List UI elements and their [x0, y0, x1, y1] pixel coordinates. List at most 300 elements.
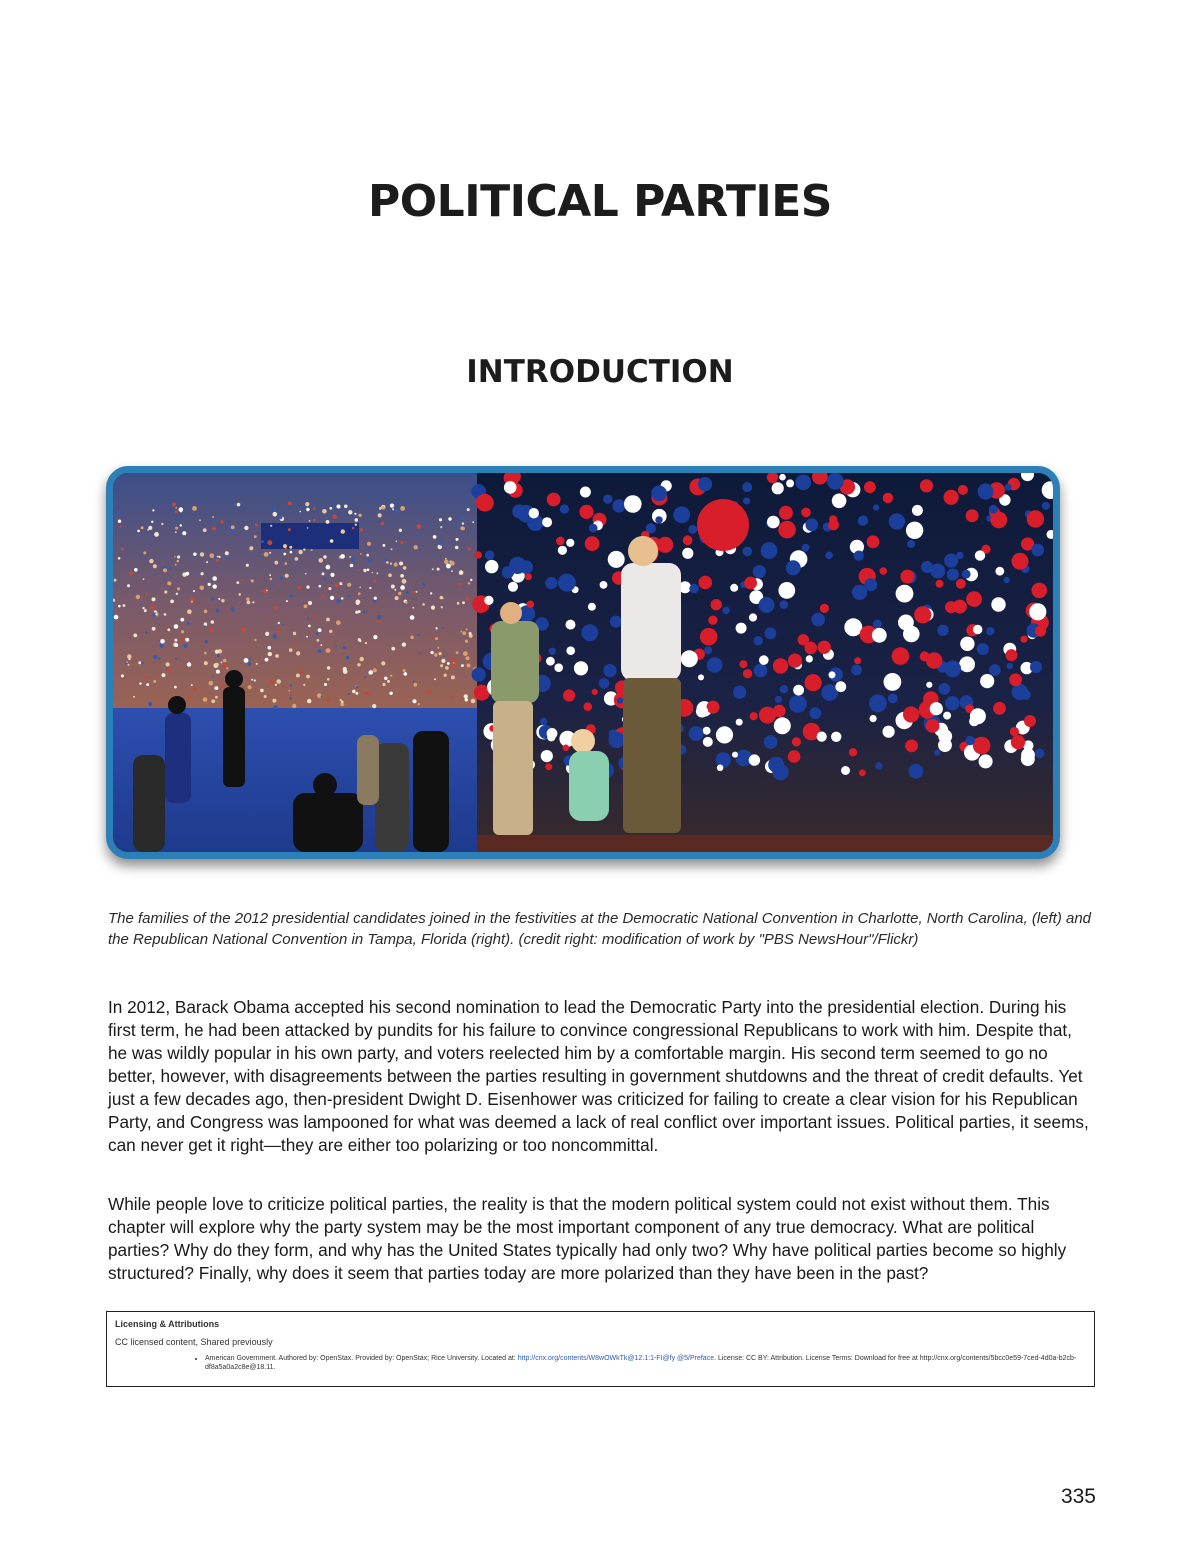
crowd-texture-dot [255, 523, 258, 526]
crowd-texture-dot [329, 630, 332, 633]
balloon [804, 642, 817, 655]
crowd-texture-dot [441, 606, 443, 608]
crowd-texture-dot [461, 631, 463, 633]
crowd-texture-dot [337, 505, 341, 509]
crowd-texture-dot [128, 664, 130, 666]
crowd-texture-dot [400, 506, 405, 511]
body-paragraph: While people love to criticize political parties, the reality is that the modern political system could not exist without them. This chapter will explore why the party system may be the most important component of any true democracy. What are political parties? Why do they form, and why has the United States typically had only two? Why have political parties become so highly structured? Finally, why does it seem that parties today are more polarized than they have been in the past? [108, 1194, 1067, 1283]
balloon [699, 576, 713, 590]
crowd-texture-dot [336, 620, 341, 625]
crowd-texture-dot [146, 683, 149, 686]
balloon [600, 581, 608, 589]
balloon [508, 582, 518, 592]
crowd-texture-dot [358, 610, 361, 613]
balloon [707, 657, 723, 673]
balloon [926, 719, 940, 733]
crowd-texture-dot [193, 687, 197, 691]
balloon [743, 547, 753, 557]
crowd-texture-dot [127, 654, 131, 658]
crowd-texture-dot [272, 507, 277, 512]
balloon [472, 668, 486, 682]
crowd-texture-dot [142, 607, 144, 609]
crowd-texture-dot [430, 592, 432, 594]
crowd-texture-dot [306, 585, 309, 588]
balloon [832, 494, 847, 509]
balloon [806, 655, 813, 662]
balloon [708, 616, 717, 625]
balloon [775, 696, 782, 703]
balloon [973, 625, 982, 634]
balloon [733, 686, 746, 699]
crowd-texture-dot [368, 558, 373, 563]
crowd-texture-dot [170, 600, 174, 604]
balloon [617, 697, 623, 703]
balloon [989, 664, 1001, 676]
balloon [556, 537, 565, 546]
balloon [872, 628, 887, 643]
balloon [801, 508, 811, 518]
crowd-texture-dot [389, 692, 392, 695]
crowd-texture-dot [175, 643, 179, 647]
crowd-texture-dot [455, 546, 459, 550]
crowd-texture-dot [177, 587, 180, 590]
crowd-texture-dot [134, 656, 136, 658]
crowd-texture-dot [459, 570, 464, 575]
crowd-texture-dot [176, 593, 178, 595]
crowd-texture-dot [166, 662, 170, 666]
balloon [778, 521, 796, 539]
balloon [1020, 636, 1027, 643]
crowd-texture-dot [326, 520, 330, 524]
balloon [1027, 510, 1044, 527]
crowd-texture-dot [335, 646, 337, 648]
crowd-texture-dot [300, 670, 304, 674]
crowd-texture-dot [411, 575, 413, 577]
crowd-texture-dot [379, 507, 382, 510]
balloon [817, 732, 827, 742]
balloon [743, 669, 752, 678]
crowd-texture-dot [269, 574, 271, 576]
balloon [512, 504, 526, 518]
crowd-texture-dot [216, 559, 219, 562]
crowd-texture-dot [435, 637, 438, 640]
balloon [796, 475, 812, 491]
crowd-texture-dot [461, 664, 464, 667]
balloon [864, 578, 877, 591]
crowd-texture-dot [412, 598, 414, 600]
license-heading: Licensing & Attributions [115, 1319, 220, 1329]
crowd-texture-dot [448, 517, 451, 520]
crowd-texture-dot [367, 569, 370, 572]
balloon [858, 515, 868, 525]
crowd-texture-dot [143, 578, 145, 580]
balloon [581, 624, 598, 641]
crowd-texture-dot [221, 599, 224, 602]
crowd-texture-dot [467, 547, 470, 550]
crowd-texture-dot [313, 507, 316, 510]
crowd-texture-dot [427, 690, 431, 694]
crowd-texture-dot [377, 615, 382, 620]
crowd-texture-dot [295, 557, 299, 561]
balloon [624, 495, 642, 513]
balloon [786, 479, 794, 487]
balloon [977, 643, 989, 655]
balloon [767, 516, 780, 529]
crowd-texture-dot [341, 597, 344, 600]
crowd-texture-dot [387, 680, 390, 683]
balloon [716, 726, 733, 743]
balloon [888, 694, 898, 704]
crowd-texture-dot [465, 597, 469, 601]
crowd-texture-dot [177, 555, 180, 558]
crowd-texture-dot [400, 585, 405, 590]
balloon [811, 613, 825, 627]
crowd-texture-dot [264, 552, 269, 557]
crowd-texture-dot [177, 560, 180, 563]
crowd-texture-dot [191, 601, 193, 603]
crowd-texture-dot [141, 526, 144, 529]
crowd-texture-dot [290, 684, 292, 686]
balloon [541, 750, 553, 762]
crowd-texture-dot [127, 584, 130, 587]
crowd-texture-dot [464, 694, 468, 698]
balloon [779, 474, 786, 481]
balloon [943, 712, 951, 720]
crowd-texture-dot [273, 512, 278, 517]
balloon [585, 536, 600, 551]
crowd-texture-dot [335, 583, 339, 587]
balloon [912, 505, 923, 516]
crowd-texture-dot [251, 579, 254, 582]
crowd-texture-dot [413, 683, 417, 687]
crowd-texture-dot [376, 572, 378, 574]
balloon [545, 763, 552, 770]
crowd-texture-dot [205, 640, 208, 643]
crowd-texture-dot [137, 530, 140, 533]
crowd-texture-dot [203, 697, 208, 702]
crowd-texture-dot [308, 601, 312, 605]
crowd-texture-dot [285, 562, 288, 565]
balloon [698, 477, 712, 491]
balloon [926, 682, 932, 688]
balloon [907, 540, 915, 548]
balloon [898, 615, 914, 631]
crowd-texture-dot [183, 644, 187, 648]
balloon [835, 681, 846, 692]
crowd-texture-dot [256, 663, 258, 665]
balloon [930, 564, 945, 579]
balloon [761, 542, 778, 559]
crowd-texture-dot [201, 572, 204, 575]
balloon [485, 550, 494, 559]
crowd-texture-dot [280, 576, 284, 580]
crowd-texture-dot [327, 666, 330, 669]
crowd-texture-dot [465, 698, 468, 701]
crowd-texture-dot [439, 541, 444, 546]
crowd-texture-dot [439, 518, 442, 521]
crowd-texture-dot [465, 640, 468, 643]
crowd-texture-dot [238, 593, 241, 596]
crowd-texture-dot [270, 680, 274, 684]
crowd-texture-dot [399, 529, 402, 532]
balloon [525, 573, 532, 580]
crowd-texture-dot [446, 564, 451, 569]
crowd-texture-dot [395, 596, 399, 600]
crowd-texture-dot [121, 674, 124, 677]
balloon [979, 754, 993, 768]
crowd-texture-dot [275, 684, 277, 686]
crowd-texture-dot [200, 586, 205, 591]
crowd-texture-dot [246, 597, 249, 600]
crowd-texture-dot [175, 507, 177, 509]
crowd-texture-dot [121, 547, 124, 550]
crowd-texture-dot [326, 565, 331, 570]
balloon [820, 604, 829, 613]
crowd-texture-dot [348, 594, 351, 597]
crowd-texture-dot [326, 648, 331, 653]
crowd-texture-dot [193, 553, 196, 556]
balloon [854, 551, 864, 561]
right-photo-rnc [471, 473, 1053, 852]
crowd-texture-dot [441, 659, 445, 663]
balloon [1012, 684, 1028, 700]
balloon [1029, 603, 1046, 620]
balloon [689, 726, 704, 741]
crowd-texture-dot [355, 692, 358, 695]
balloon [566, 539, 574, 547]
crowd-texture-dot [322, 572, 325, 575]
crowd-texture-dot [341, 701, 343, 703]
crowd-texture-dot [391, 647, 395, 651]
crowd-texture-dot [159, 640, 161, 642]
crowd-texture-dot [303, 684, 305, 686]
crowd-texture-dot [191, 684, 193, 686]
introduction-figure [106, 466, 1060, 859]
balloon [827, 473, 844, 490]
balloon [956, 552, 963, 559]
balloon [1005, 484, 1012, 491]
balloon [546, 657, 555, 666]
balloon [509, 557, 526, 574]
balloon [563, 745, 570, 752]
crowd-texture-dot [204, 622, 208, 626]
crowd-texture-dot [211, 597, 214, 600]
crowd-texture-dot [468, 582, 471, 585]
crowd-texture-dot [270, 619, 272, 621]
crowd-texture-dot [160, 644, 164, 648]
crowd-texture-dot [244, 658, 249, 663]
page-title: POLITICAL PARTIES [368, 176, 832, 227]
crowd-texture-dot [381, 522, 385, 526]
crowd-texture-dot [212, 516, 214, 518]
crowd-texture-dot [215, 650, 219, 654]
balloon [554, 663, 563, 672]
crowd-texture-dot [216, 670, 220, 674]
balloon [786, 560, 801, 575]
crowd-texture-dot [212, 526, 216, 530]
crowd-texture-dot [358, 592, 361, 595]
crowd-texture-dot [218, 556, 220, 558]
balloon [655, 516, 662, 523]
crowd-texture-dot [174, 686, 177, 689]
crowd-texture-dot [324, 578, 327, 581]
crowd-texture-dot [440, 596, 443, 599]
crowd-texture-dot [444, 674, 447, 677]
balloon [965, 736, 974, 745]
crowd-texture-dot [274, 561, 278, 565]
crowd-texture-dot [293, 632, 296, 635]
balloon [1021, 748, 1035, 762]
balloon [1031, 544, 1044, 557]
balloon [474, 551, 482, 559]
balloon [765, 627, 777, 639]
crowd-texture-dot [270, 525, 272, 527]
crowd-texture-dot [293, 641, 296, 644]
crowd-texture-dot [359, 587, 361, 589]
balloon [688, 525, 697, 534]
balloon [584, 702, 593, 711]
crowd-texture-dot [422, 583, 425, 586]
balloon [883, 726, 895, 738]
crowd-texture-dot [298, 586, 301, 589]
crowd-texture-dot [164, 590, 167, 593]
balloon [831, 732, 841, 742]
crowd-texture-dot [212, 576, 217, 581]
balloon [750, 712, 758, 720]
crowd-texture-dot [271, 584, 273, 586]
balloon [900, 570, 914, 584]
balloon [892, 647, 910, 665]
crowd-texture-dot [437, 647, 439, 649]
crowd-texture-dot [327, 678, 330, 681]
crowd-texture-dot [403, 669, 406, 672]
crowd-texture-dot [390, 675, 392, 677]
crowd-texture-dot [279, 516, 283, 520]
crowd-texture-dot [365, 642, 367, 644]
crowd-texture-dot [272, 699, 276, 703]
crowd-texture-dot [298, 550, 302, 554]
crowd-texture-dot [283, 553, 286, 556]
crowd-texture-dot [167, 667, 172, 672]
crowd-texture-dot [242, 628, 247, 633]
crowd-texture-dot [330, 596, 334, 600]
balloon [854, 657, 861, 664]
balloon [793, 685, 804, 696]
balloon [563, 689, 575, 701]
crowd-texture-dot [419, 652, 421, 654]
crowd-texture-dot [431, 606, 435, 610]
crowd-texture-dot [414, 699, 416, 701]
crowd-texture-dot [231, 529, 235, 533]
crowd-texture-dot [268, 646, 272, 650]
balloon [540, 718, 547, 725]
crowd-texture-dot [343, 667, 347, 671]
crowd-texture-dot [472, 521, 474, 523]
crowd-texture-dot [275, 654, 279, 658]
crowd-texture-dot [453, 662, 455, 664]
balloon [504, 481, 517, 494]
crowd-texture-dot [383, 544, 386, 547]
balloon [991, 597, 1005, 611]
balloon [947, 568, 959, 580]
crowd-texture-dot [377, 619, 381, 623]
crowd-texture-dot [405, 541, 407, 543]
crowd-texture-dot [139, 682, 141, 684]
balloon [689, 584, 698, 593]
balloon [753, 565, 766, 578]
balloon [966, 509, 979, 522]
crowd-texture-dot [412, 607, 414, 609]
crowd-texture-dot [404, 672, 408, 676]
balloon [926, 652, 942, 668]
crowd-texture-dot [151, 521, 153, 523]
crowd-texture-dot [402, 666, 404, 668]
crowd-texture-dot [364, 676, 366, 678]
balloon [828, 520, 839, 531]
balloon [1007, 663, 1013, 669]
balloon [905, 740, 918, 753]
license-item-text: American Government. Authored by: OpenStax. Provided by: OpenStax; Rice University. Located at: [205, 1355, 518, 1362]
balloon [739, 660, 747, 668]
crowd-texture-dot [187, 609, 192, 614]
license-item-tail: . License: CC BY: Attribution. License Terms: Download for free at http://cnx.org/contents/5bcc0e59-7ced-4d0a-b2cb-df8a5a0a2c8e@18.11. [205, 1355, 1077, 1371]
crowd-texture-dot [326, 588, 328, 590]
crowd-texture-dot [356, 686, 358, 688]
balloon [696, 705, 708, 717]
balloon [603, 495, 612, 504]
crowd-texture-dot [175, 658, 177, 660]
crowd-texture-dot [204, 625, 206, 627]
crowd-texture-dot [154, 532, 159, 537]
balloon [682, 548, 693, 559]
crowd-texture-dot [386, 561, 389, 564]
crowd-texture-dot [342, 582, 344, 584]
balloon [945, 696, 959, 710]
crowd-texture-dot [155, 613, 157, 615]
crowd-texture-dot [175, 531, 177, 533]
balloon [558, 546, 567, 555]
crowd-texture-dot [138, 661, 141, 664]
crowd-texture-dot [348, 693, 350, 695]
balloon [547, 728, 558, 739]
crowd-texture-dot [274, 606, 278, 610]
crowd-texture-dot [288, 501, 292, 505]
crowd-texture-dot [406, 591, 410, 595]
crowd-texture-dot [317, 639, 320, 642]
crowd-texture-dot [200, 552, 204, 556]
crowd-texture-dot [216, 609, 220, 613]
crowd-texture-dot [313, 519, 316, 522]
license-source-link[interactable]: http://cnx.org/contents/W8wOWkTk@12.1:1-FI@fy @5/Preface [517, 1355, 715, 1362]
balloon [759, 655, 769, 665]
crowd-texture-dot [456, 651, 459, 654]
crowd-texture-dot [282, 624, 284, 626]
balloon [788, 750, 801, 763]
crowd-texture-dot [410, 636, 414, 640]
crowd-texture-dot [225, 551, 229, 555]
crowd-texture-dot [185, 572, 189, 576]
crowd-texture-dot [204, 652, 207, 655]
crowd-texture-dot [296, 651, 300, 655]
crowd-texture-dot [209, 681, 214, 686]
balloon [896, 585, 914, 603]
crowd-texture-dot [188, 695, 191, 698]
balloon [903, 706, 919, 722]
crowd-texture-dot [332, 514, 337, 519]
crowd-texture-dot [445, 666, 449, 670]
crowd-texture-dot [193, 590, 195, 592]
balloon [558, 574, 576, 592]
